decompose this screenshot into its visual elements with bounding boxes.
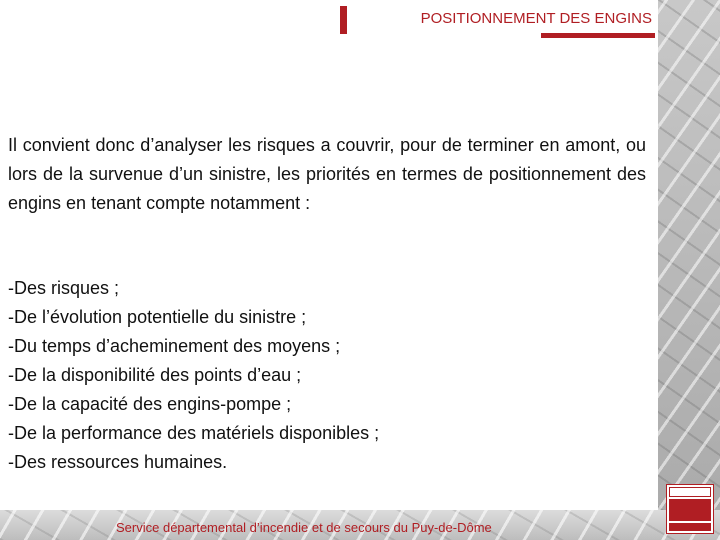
footer-organization: Service départemental d’incendie et de secours du Puy-de-Dôme: [116, 520, 492, 535]
list-item: -Des risques ;: [8, 278, 120, 298]
list-item: -De la disponibilité des points d’eau ;: [8, 365, 302, 385]
header-accent-bar: [340, 6, 347, 34]
criteria-list: [8, 274, 648, 477]
list-item: -Du temps d’acheminement des moyens ;: [8, 336, 341, 356]
logo-emblem: [669, 499, 711, 521]
sdis-logo-icon: [666, 484, 714, 534]
slide-title: POSITIONNEMENT DES ENGINS: [420, 10, 652, 27]
metal-plate-texture-right: [658, 0, 720, 540]
title-underline: [541, 33, 655, 38]
logo-top-band: [669, 487, 711, 497]
list-item: -De la capacité des engins-pompe ;: [8, 394, 292, 414]
list-item: -De la performance des matériels disponibles ;: [8, 423, 380, 443]
list-item: -De l’évolution potentielle du sinistre ;: [8, 307, 307, 327]
intro-paragraph: Il convient donc d’analyser les risques a couvrir, pour de terminer en amont, ou lors de la survenue d’un sinistre, les priorités en termes de positionnement des engins en tenant compte notamment :: [8, 135, 646, 213]
logo-bottom-band: [669, 523, 711, 531]
list-item: -Des ressources humaines.: [8, 452, 228, 472]
